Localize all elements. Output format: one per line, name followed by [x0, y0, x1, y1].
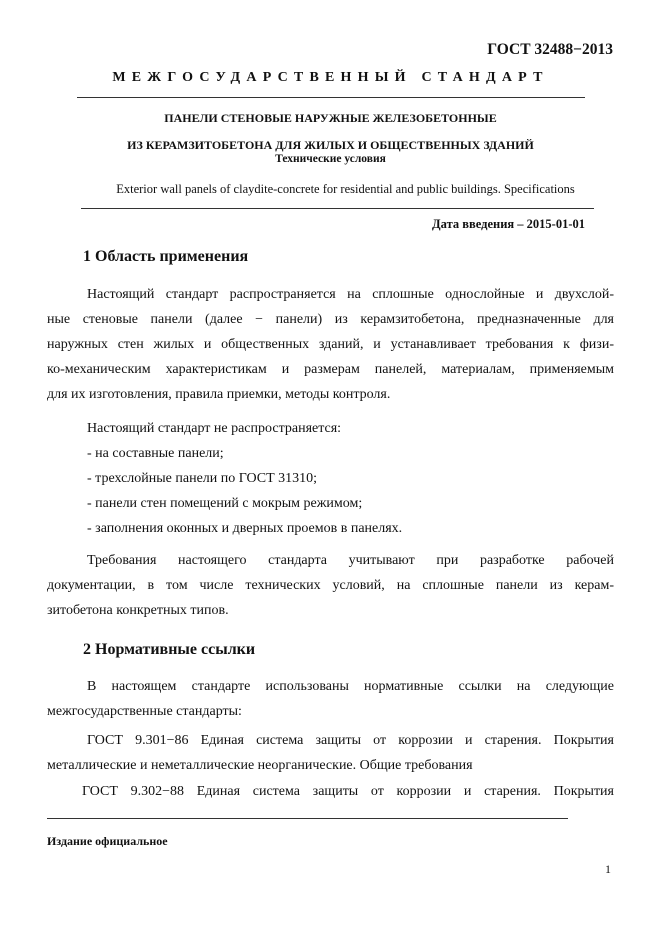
- introduction-date: Дата введения – 2015-01-01: [432, 217, 585, 231]
- section-1-paragraph-1: [47, 282, 614, 407]
- paragraph-line: Требования настоящего стандарта учитывают при разработке рабочей: [87, 553, 614, 568]
- header-divider: [77, 97, 585, 98]
- standard-type-heading: МЕЖГОСУДАРСТВЕННЫЙ СТАНДАРТ: [112, 70, 549, 85]
- paragraph-line: металлические и неметаллические неорганические. Общие требования: [47, 758, 473, 773]
- exclusion-item: - на составные панели;: [87, 446, 224, 461]
- paragraph-line: ко-механическим характеристикам и размерам панелей, материалам, применяемым: [47, 362, 614, 377]
- paragraph-line: зитобетона конкретных типов.: [47, 603, 229, 618]
- reference-gost-9-302: [47, 779, 614, 804]
- section-1-paragraph-2: [47, 548, 614, 623]
- page-number: 1: [605, 862, 611, 876]
- document-title-line1: ПАНЕЛИ СТЕНОВЫЕ НАРУЖНЫЕ ЖЕЛЕЗОБЕТОННЫЕ: [164, 111, 497, 125]
- exclusion-item: - трехслойные панели по ГОСТ 31310;: [87, 471, 318, 486]
- exclusion-item: - заполнения оконных и дверных проемов в панелях.: [87, 521, 403, 536]
- exclusion-item: - панели стен помещений с мокрым режимом;: [87, 496, 363, 511]
- paragraph-line: межгосударственные стандарты:: [47, 704, 242, 719]
- paragraph-line: Настоящий стандарт распространяется на сплошные однослойные и двухслой-: [87, 287, 614, 302]
- title-divider: [81, 208, 594, 209]
- document-title-line2: ИЗ КЕРАМЗИТОБЕТОНА ДЛЯ ЖИЛЫХ И ОБЩЕСТВЕННЫХ ЗДАНИЙ: [127, 138, 534, 152]
- scope-exclusion-intro: Настоящий стандарт не распространяется:: [87, 421, 342, 436]
- paragraph-line: ГОСТ 9.302−88 Единая система защиты от коррозии и старения. Покрытия: [82, 784, 614, 799]
- paragraph-line: документации, в том числе технических условий, на сплошные панели из керам-: [47, 578, 614, 593]
- gost-code: ГОСТ 32488−2013: [487, 41, 613, 58]
- paragraph-line: В настоящем стандарте использованы нормативные ссылки на следующие: [87, 679, 614, 694]
- english-title: Exterior wall panels of claydite-concrete for residential and public buildings. Specifications: [116, 182, 575, 196]
- paragraph-line: для их изготовления, правила приемки, методы контроля.: [47, 387, 391, 402]
- section-2-intro: [47, 674, 614, 724]
- reference-gost-9-301: [47, 728, 614, 778]
- paragraph-line: ГОСТ 9.301−86 Единая система защиты от коррозии и старения. Покрытия: [87, 733, 614, 748]
- paragraph-line: наружных стен жилых и общественных зданий, и устанавливает требования к физи-: [47, 337, 614, 352]
- document-subtitle: Технические условия: [275, 153, 386, 165]
- official-edition-label: Издание официальное: [47, 834, 168, 848]
- paragraph-line: ные стеновые панели (далее − панели) из керамзитобетона, предназначенные для: [47, 312, 614, 327]
- section-1-heading: 1 Область применения: [83, 248, 249, 265]
- footer-divider: [47, 818, 568, 819]
- section-2-heading: 2 Нормативные ссылки: [83, 641, 256, 658]
